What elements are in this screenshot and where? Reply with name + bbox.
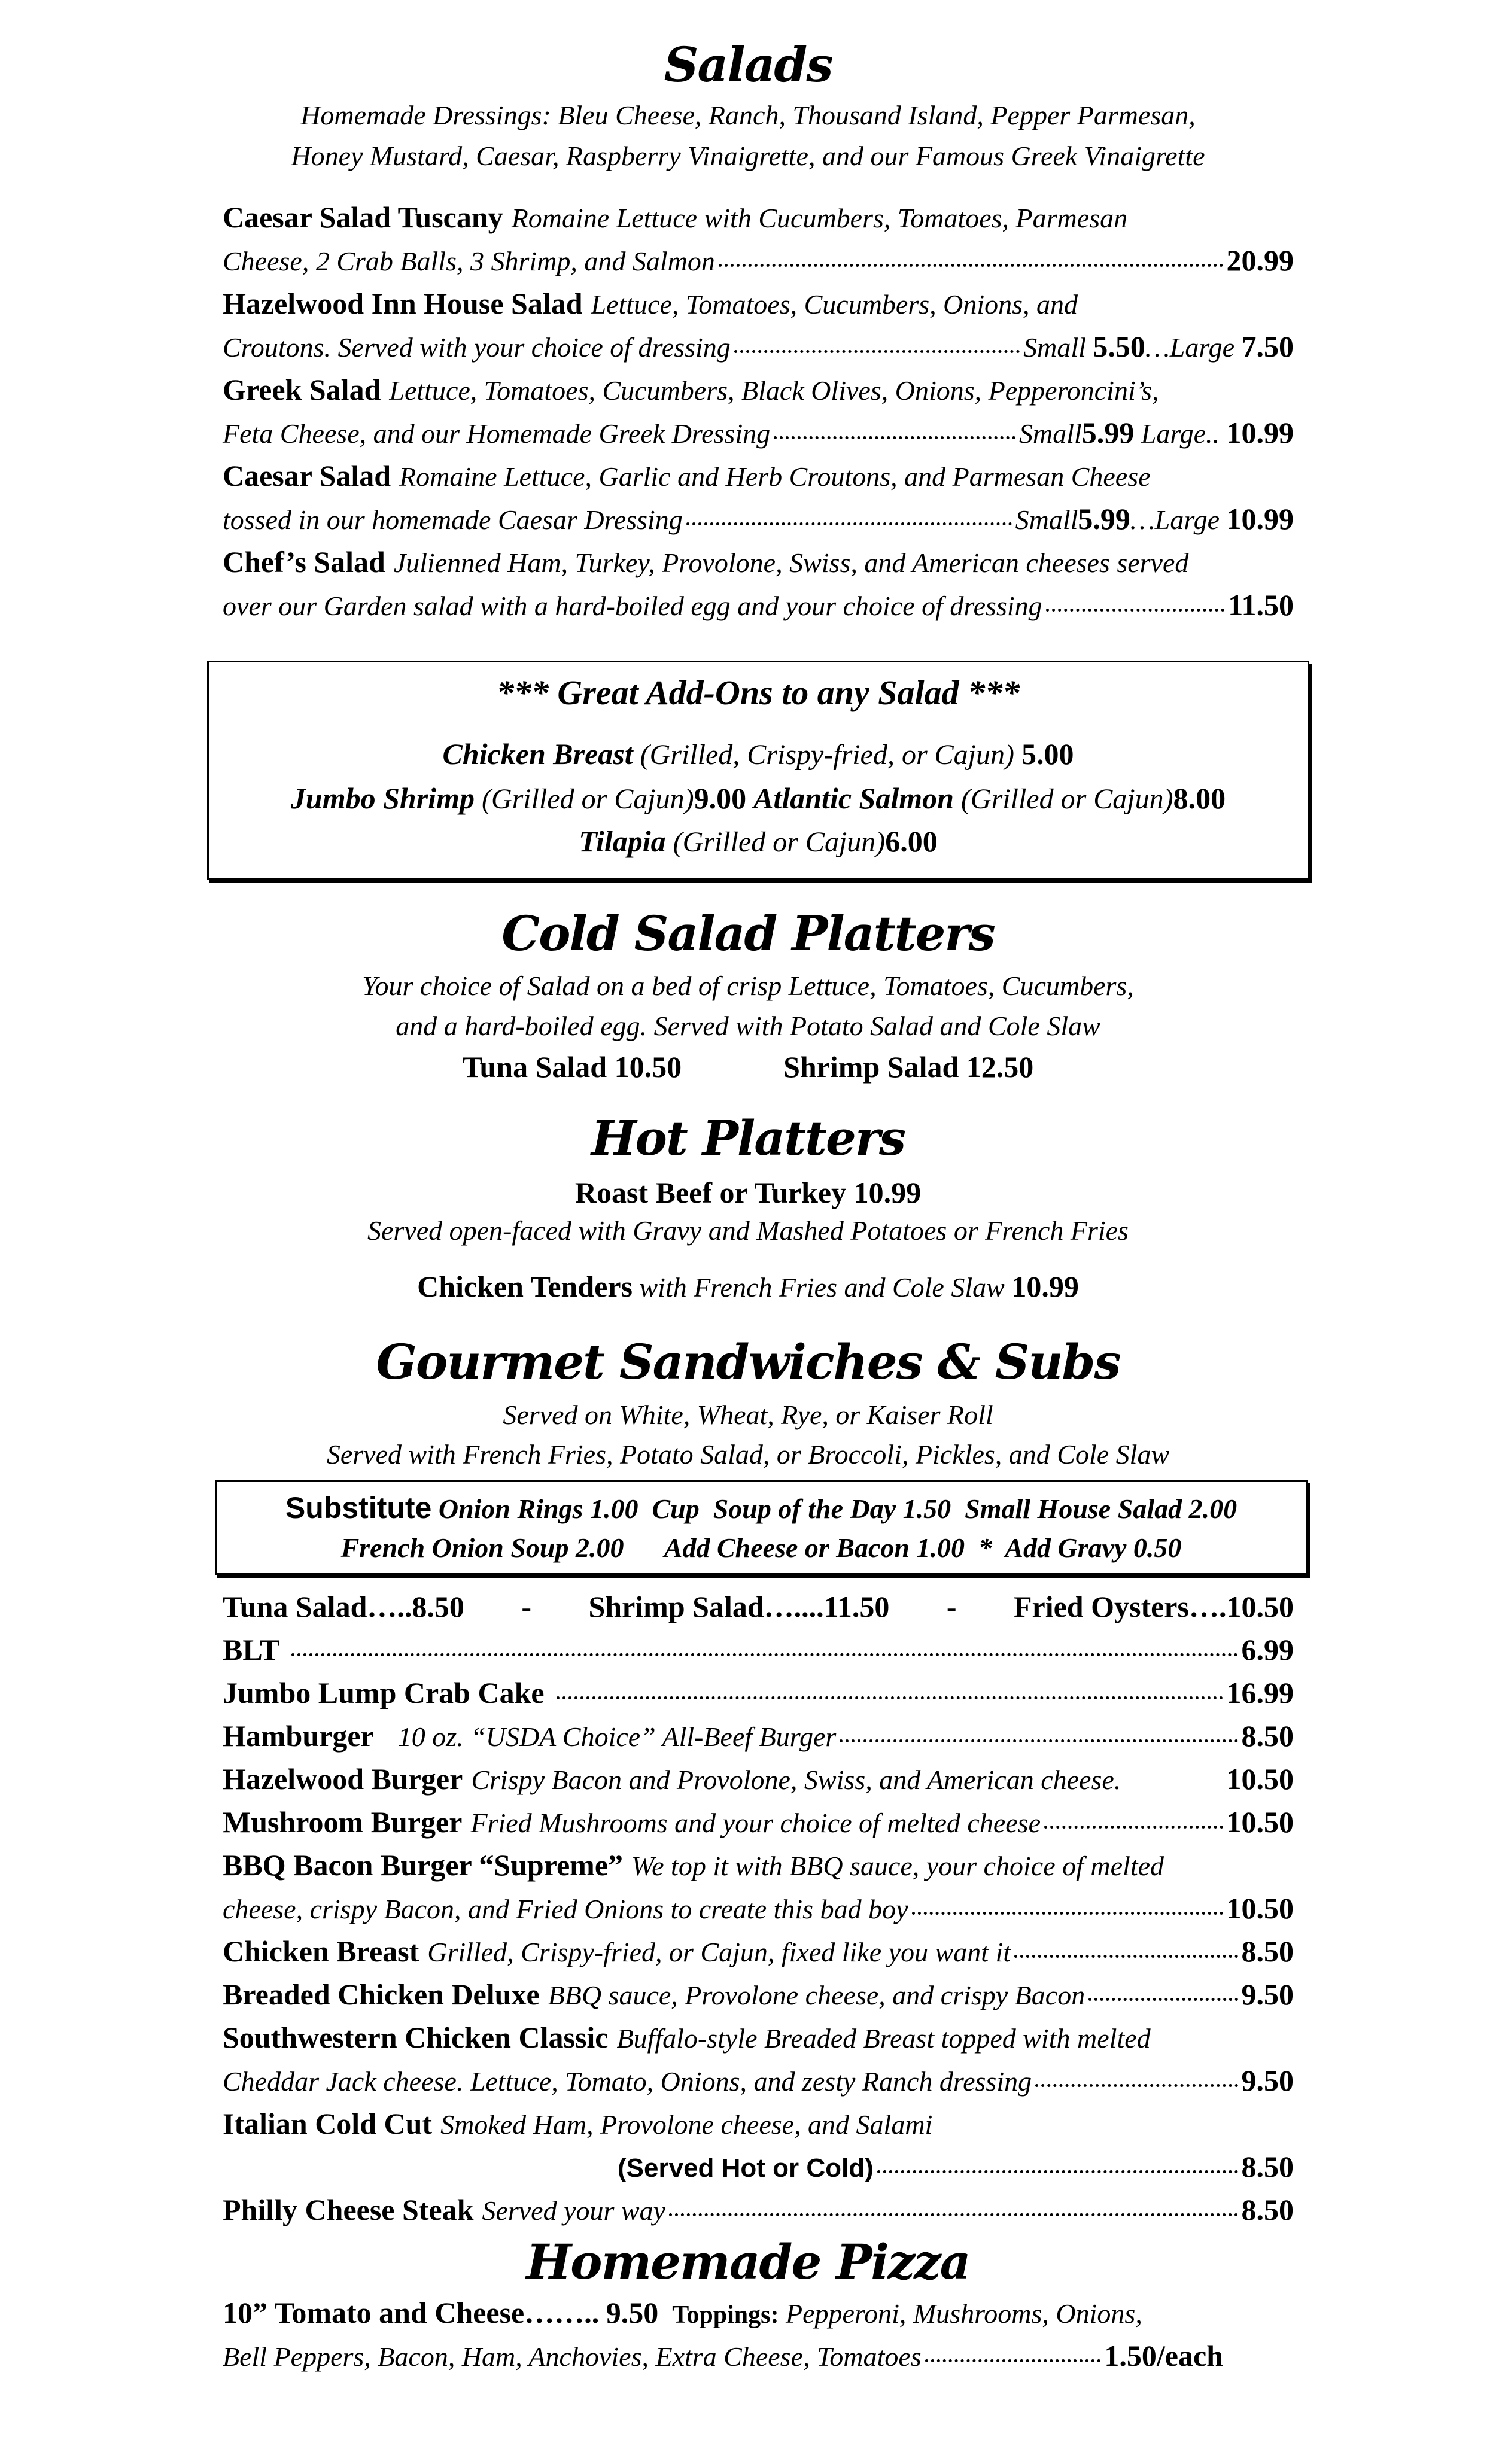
item-desc: Fried Mushrooms and your choice of melted cheese: [470, 1808, 1041, 1838]
substitute-line-1: Onion Rings 1.00 Cup Soup of the Day 1.50 Small House Salad 2.00: [438, 1493, 1237, 1524]
menu-item-line: [223, 418, 1294, 448]
menu-item-line: [223, 245, 1294, 275]
dot-leader: [719, 264, 1223, 267]
watermark-logo: [1316, 1843, 1484, 2226]
item-name: Hamburger: [223, 1719, 374, 1753]
item-desc: 10 oz. “USDA Choice” All-Beef Burger: [397, 1721, 837, 1752]
dot-leader: [1088, 1998, 1237, 2001]
item-price: 10.50: [1226, 1805, 1294, 1839]
substitute-label: Substitute: [285, 1491, 432, 1525]
item-price: 10.50: [1226, 1762, 1294, 1796]
dressings-line-1: Homemade Dressings: Bleu Cheese, Ranch, Thousand Island, Pepper Parmesan,: [300, 100, 1196, 130]
dot-leader: [877, 2170, 1238, 2173]
shrimp-salad-price: Shrimp Salad 12.50: [783, 1050, 1034, 1084]
item-price: 8.50: [1241, 1934, 1294, 1968]
item-desc: Romaine Lettuce with Cucumbers, Tomatoes, Parmesan: [511, 203, 1128, 233]
watermark-plate-icon: [1328, 1927, 1472, 2070]
item-desc: tossed in our homemade Caesar Dressing: [223, 504, 683, 535]
item-desc: Grilled, Crispy-fried, or Cajun, fixed like you want it: [427, 1937, 1011, 1967]
menu-item-line: [223, 590, 1294, 620]
size-label: …Large: [1130, 504, 1220, 535]
dot-leader: [840, 1739, 1237, 1742]
addon-tilapia: [209, 826, 1308, 857]
chicken-tenders-item: [0, 1271, 1496, 1301]
toppings-label: Toppings:: [672, 2301, 779, 2329]
item-price: 8.50: [1241, 2150, 1294, 2183]
item-desc: BBQ sauce, Provolone cheese, and crispy Bacon: [548, 1980, 1085, 2010]
item-name: Caesar Salad Tuscany: [223, 200, 503, 234]
dot-leader: [912, 1912, 1223, 1915]
item-name-price: Roast Beef or Turkey 10.99: [574, 1176, 922, 1209]
size-label: Large..: [1141, 418, 1220, 449]
item-desc: Served your way: [482, 2195, 666, 2226]
sandwiches-desc-2: Served with French Fries, Potato Salad, or Broccoli, Pickles, and Cole Slaw: [326, 1439, 1170, 1470]
item-name: Hazelwood Inn House Salad: [223, 287, 583, 320]
item-desc: Buffalo-style Breaded Breast topped with melted: [616, 2023, 1151, 2054]
addon-name: Chicken Breast: [442, 737, 633, 771]
roast-beef-desc: Served open-faced with Gravy and Mashed Potatoes or French Fries: [367, 1215, 1129, 1246]
item-name: Southwestern Chicken Classic: [223, 2021, 609, 2054]
addon-chicken: [209, 739, 1308, 769]
dot-leader: [1046, 609, 1225, 612]
sandwiches-desc-1: Served on White, Wheat, Rye, or Kaiser Roll: [503, 1400, 993, 1430]
menu-item-line: [223, 331, 1294, 361]
item-price: 8.50: [1241, 2193, 1294, 2226]
addon-price: 8.00: [1173, 781, 1226, 815]
size-label: Small: [1019, 418, 1082, 449]
sandwiches-title: Gourmet Sandwiches & Subs: [376, 1334, 1120, 1390]
separator: -: [946, 1590, 957, 1623]
addon-price: 5.00: [1021, 737, 1074, 771]
substitute-line-2: French Onion Soup 2.00 Add Cheese or Bacon 1.00 * Add Gravy 0.50: [340, 1532, 1182, 1563]
item-desc: (Served Hot or Cold): [618, 2153, 874, 2183]
item-price: 9.50: [606, 2296, 659, 2329]
addons-title: *** Great Add-Ons to any Salad ***: [496, 673, 1020, 712]
item-price: 10.99: [1011, 1270, 1079, 1303]
addon-options: (Grilled or Cajun): [673, 826, 886, 858]
item-desc: Cheddar Jack cheese. Lettuce, Tomato, Onions, and zesty Ranch dressing: [223, 2066, 1032, 2097]
addons-box: [207, 661, 1309, 880]
item-name: Chicken Breast: [223, 1934, 419, 1968]
item-desc: Feta Cheese, and our Homemade Greek Dressing: [223, 418, 771, 449]
menu-item-line: [618, 2152, 1294, 2182]
menu-item-line: [223, 504, 1294, 534]
shrimp-salad-sandwich: Shrimp Salad…....11.50: [588, 1590, 890, 1623]
dot-leader: [925, 2359, 1101, 2362]
item-price: 8.50: [1241, 1719, 1294, 1753]
item-price: 10.99: [1226, 416, 1294, 449]
menu-item-line: [223, 1893, 1294, 1923]
item-price: 9.50: [1241, 2064, 1294, 2097]
hot-platters-title: Hot Platters: [591, 1110, 905, 1166]
cold-platters-desc-1: Your choice of Salad on a bed of crisp Lettuce, Tomatoes, Cucumbers,: [362, 971, 1134, 1001]
addon-name: Atlantic Salmon: [753, 781, 954, 815]
menu-item-house-salad: [223, 288, 1294, 318]
menu-item-chefs-salad: [223, 547, 1294, 577]
item-price: 20.99: [1226, 244, 1294, 277]
item-name: Greek Salad: [223, 373, 381, 406]
menu-item-caesar-salad: [223, 461, 1294, 491]
addon-name: Tilapia: [579, 825, 666, 858]
toppings-list: Bell Peppers, Bacon, Ham, Anchovies, Extra Cheese, Tomatoes: [223, 2341, 922, 2372]
menu-item-southwestern-chicken: [223, 2022, 1294, 2052]
menu-item-italian-cold-cut: [223, 2109, 1294, 2138]
item-name: 10” Tomato and Cheese……..: [223, 2296, 600, 2329]
menu-item-greek-salad: [223, 375, 1294, 404]
dot-leader: [734, 350, 1020, 353]
item-name: Chef’s Salad: [223, 545, 385, 579]
menu-item-caesar-tuscany: [223, 202, 1294, 232]
item-price: 5.99: [1078, 502, 1130, 536]
menu-item-philly: [223, 2195, 1294, 2225]
item-desc: Romaine Lettuce, Garlic and Herb Croutons, and Parmesan Cheese: [399, 461, 1151, 492]
item-desc: Julienned Ham, Turkey, Provolone, Swiss, and American cheeses served: [393, 547, 1189, 578]
size-label: …Large: [1145, 332, 1234, 363]
menu-item-blt: [223, 1635, 1294, 1665]
addon-options: (Grilled or Cajun): [481, 783, 694, 815]
pizza-item: [223, 2298, 1294, 2328]
item-price: 11.50: [1228, 588, 1294, 622]
menu-item-hazelwood-burger: [223, 1764, 1294, 1794]
menu-item-hamburger: [223, 1721, 1294, 1751]
dot-leader: [1044, 1826, 1223, 1829]
item-name: Hazelwood Burger: [223, 1762, 463, 1796]
item-desc: cheese, crispy Bacon, and Fried Onions to create this bad boy: [223, 1894, 908, 1924]
roast-beef-item: [0, 1178, 1496, 1207]
addon-shrimp-salmon: [209, 783, 1308, 814]
dot-leader: [669, 2213, 1237, 2216]
addon-name: Jumbo Shrimp: [290, 781, 475, 815]
fried-oysters: Fried Oysters….10.50: [1013, 1590, 1294, 1623]
item-desc: Smoked Ham, Provolone cheese, and Salami: [440, 2109, 933, 2140]
item-name: BLT: [223, 1633, 280, 1666]
menu-item-chicken-breast: [223, 1936, 1294, 1966]
item-desc: Cheese, 2 Crab Balls, 3 Shrimp, and Salmon: [223, 246, 715, 276]
tuna-salad-price: Tuna Salad 10.50: [462, 1050, 682, 1084]
item-price: 6.99: [1241, 1633, 1294, 1666]
item-price: 7.50: [1241, 330, 1294, 363]
item-name: Jumbo Lump Crab Cake: [223, 1676, 545, 1709]
dressings-line-2: Honey Mustard, Caesar, Raspberry Vinaigrette, and our Famous Greek Vinaigrette: [291, 141, 1205, 171]
item-price: 10.50: [1226, 1891, 1294, 1925]
dot-leader: [774, 436, 1015, 439]
menu-item-breaded-chicken: [223, 1979, 1294, 2009]
item-price: 5.50: [1093, 330, 1145, 363]
item-name: Chicken Tenders: [417, 1270, 633, 1303]
item-desc: Lettuce, Tomatoes, Cucumbers, Onions, and: [591, 289, 1078, 320]
dot-leader: [686, 522, 1012, 525]
item-desc: Lettuce, Tomatoes, Cucumbers, Black Olives, Onions, Pepperoncini’s,: [389, 375, 1159, 406]
item-desc: with French Fries and Cole Slaw: [639, 1272, 1005, 1303]
dot-leader: [291, 1653, 1237, 1656]
item-desc: Crispy Bacon and Provolone, Swiss, and American cheese.: [471, 1765, 1121, 1795]
item-price: 16.99: [1226, 1676, 1294, 1709]
addon-price: 6.00: [885, 825, 938, 858]
addon-price: 9.00: [694, 781, 747, 815]
toppings-price: 1.50/each: [1104, 2339, 1223, 2372]
cold-platters-title: Cold Salad Platters: [501, 905, 995, 962]
pizza-title: Homemade Pizza: [526, 2234, 970, 2290]
addon-options: (Grilled or Cajun): [960, 783, 1173, 815]
item-name: Mushroom Burger: [223, 1805, 463, 1839]
menu-item-mushroom-burger: [223, 1807, 1294, 1837]
toppings-list: Pepperoni, Mushrooms, Onions,: [785, 2298, 1142, 2329]
menu-item-crab-cake: [223, 1678, 1294, 1708]
item-name: BBQ Bacon Burger “Supreme”: [223, 1848, 624, 1882]
substitute-box: [215, 1480, 1308, 1575]
item-price: 9.50: [1241, 1978, 1294, 2011]
dot-leader: [1014, 1955, 1237, 1958]
item-price: 10.99: [1226, 502, 1294, 536]
item-desc: Croutons. Served with your choice of dressing: [223, 332, 731, 363]
combo-line: [223, 1592, 1294, 1622]
cold-platters-desc-2: and a hard-boiled egg. Served with Potato Salad and Cole Slaw: [396, 1011, 1100, 1041]
item-name: Breaded Chicken Deluxe: [223, 1978, 540, 2011]
menu-item-line: [223, 2065, 1294, 2095]
cold-platters-prices: [0, 1052, 1496, 1082]
item-name: Caesar Salad: [223, 459, 391, 492]
item-price: 5.99: [1081, 416, 1135, 449]
separator: -: [521, 1590, 532, 1623]
watermark-fork-icon: [1352, 1867, 1361, 1939]
dot-leader: [1035, 2084, 1237, 2087]
item-name: Philly Cheese Steak: [223, 2193, 474, 2226]
salads-title: Salads: [664, 36, 832, 93]
item-desc: We top it with BBQ sauce, your choice of melted: [631, 1851, 1164, 1881]
tuna-salad-sandwich: Tuna Salad…..8.50: [223, 1590, 464, 1623]
size-label: Small: [1015, 504, 1078, 535]
menu-item-bbq-burger: [223, 1850, 1294, 1880]
size-label: Small: [1023, 332, 1086, 363]
item-desc: over our Garden salad with a hard-boiled egg and your choice of dressing: [223, 591, 1042, 621]
addon-options: (Grilled, Crispy-fried, or Cajun): [640, 739, 1014, 771]
pizza-toppings-line: [223, 2341, 1223, 2371]
item-name: Italian Cold Cut: [223, 2107, 433, 2140]
dot-leader: [557, 1696, 1223, 1699]
